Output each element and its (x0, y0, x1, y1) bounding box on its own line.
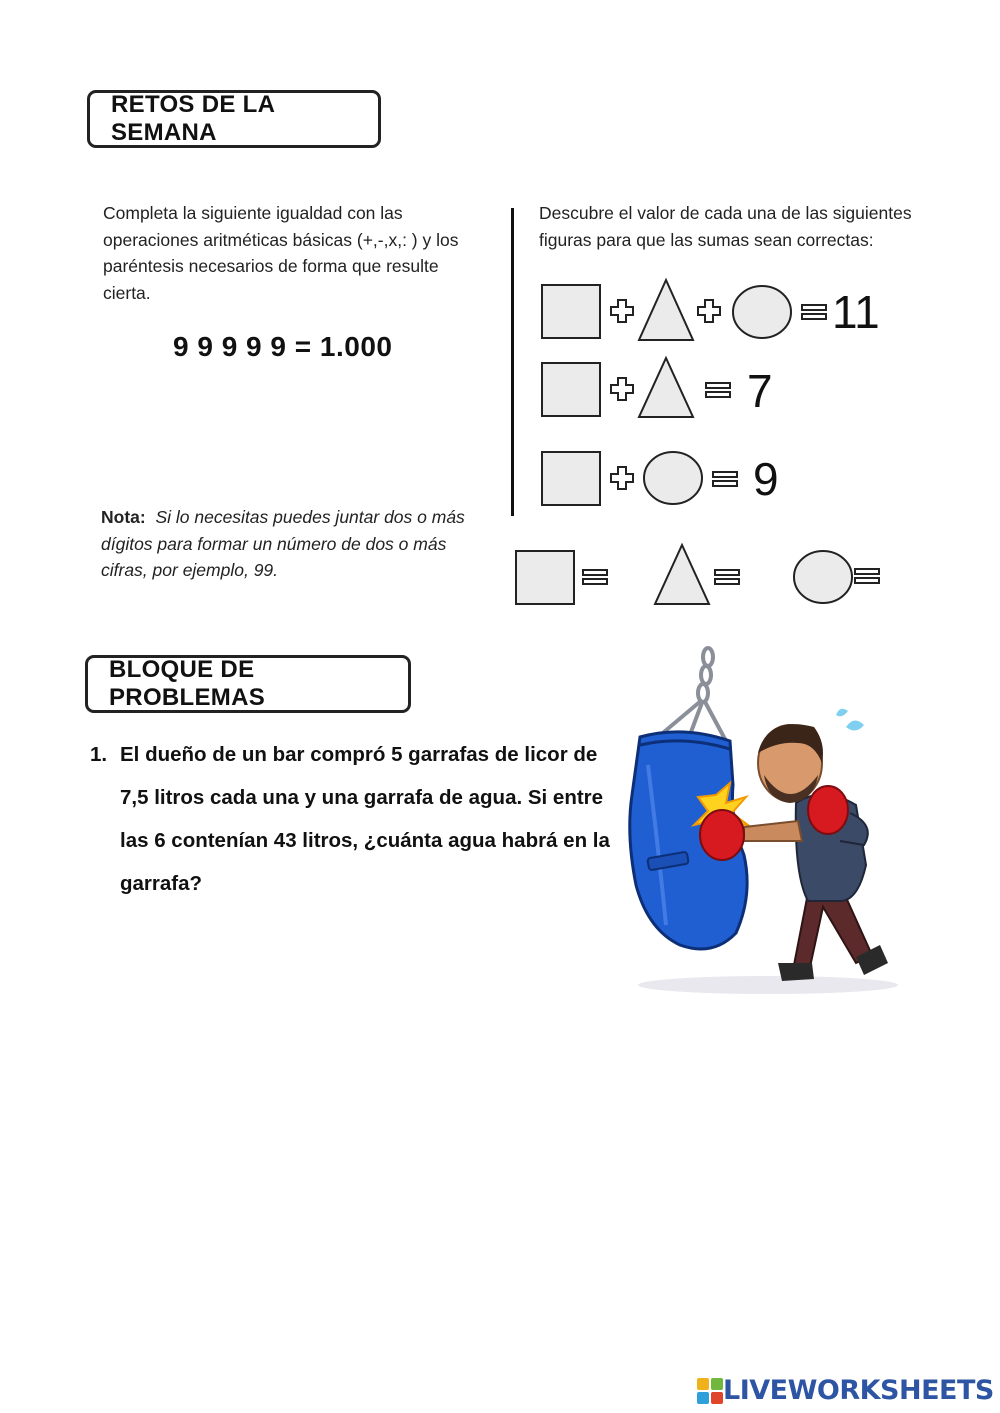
row1-square (542, 285, 600, 338)
footer-brand (697, 1375, 994, 1406)
answer-triangle (655, 545, 709, 604)
boxer-person (744, 724, 888, 981)
answer-circle (794, 551, 852, 603)
retos-title-box (87, 90, 381, 148)
plus-icon (698, 300, 720, 322)
equals-icon (713, 472, 737, 486)
row1-result: 11 (832, 286, 880, 338)
sweat-drop-icon (846, 720, 864, 730)
boxer-illustration (618, 645, 918, 1000)
glove-icon (700, 810, 744, 860)
problem-text: El dueño de un bar compró 5 garrafas de licor de 7,5 litros cada una y una garrafa de agua. Si entre las 6 contenían 43 litros, ¿cuánta agua habrá en la garrafa? (120, 743, 610, 895)
plus-icon (611, 378, 633, 400)
problemas-title: BLOQUE DE PROBLEMAS (109, 656, 266, 711)
problem-number: 1. (90, 743, 108, 766)
challenge1-equation: 9 9 9 9 9 = 1.000 (173, 331, 393, 362)
footer-brand-text: LIVEWORKSHEETS (723, 1375, 994, 1406)
answer-square (516, 551, 574, 604)
liveworksheets-logo-icon (697, 1378, 723, 1404)
equals-icon (706, 383, 730, 397)
chain-icon (658, 648, 726, 741)
challenge1-instructions: Completa la siguiente igualdad con las operaciones aritméticas básicas (+,-,x,: ) y los paréntesis necesarios de forma que resulte cierta. (103, 203, 459, 303)
note-text: Si lo necesitas puedes juntar dos o más dígitos para formar un número de dos o más cifras, por ejemplo, 99. (101, 507, 465, 580)
sweat-drop-icon (836, 709, 848, 717)
equals-icon (802, 305, 826, 319)
equals-icon (583, 570, 607, 584)
row1-triangle (639, 280, 693, 340)
figures-puzzle (505, 270, 905, 615)
note-label: Nota: (101, 507, 146, 527)
row3-circle (644, 452, 702, 504)
row1-circle (733, 286, 791, 338)
row2-result: 7 (747, 365, 773, 417)
plus-icon (611, 467, 633, 489)
challenge1-note (101, 504, 486, 584)
row3-result: 9 (753, 453, 779, 505)
challenge2-instructions: Descubre el valor de cada una de las siguientes figuras para que las sumas sean correctas: (539, 203, 912, 250)
equals-icon (715, 570, 739, 584)
retos-title: RETOS DE LA SEMANA (111, 91, 275, 146)
equals-icon (855, 569, 879, 583)
problemas-title-box (85, 655, 411, 713)
glove-icon (808, 786, 848, 834)
plus-icon (611, 300, 633, 322)
row3-square (542, 452, 600, 505)
row2-triangle (639, 358, 693, 417)
row2-square (542, 363, 600, 416)
